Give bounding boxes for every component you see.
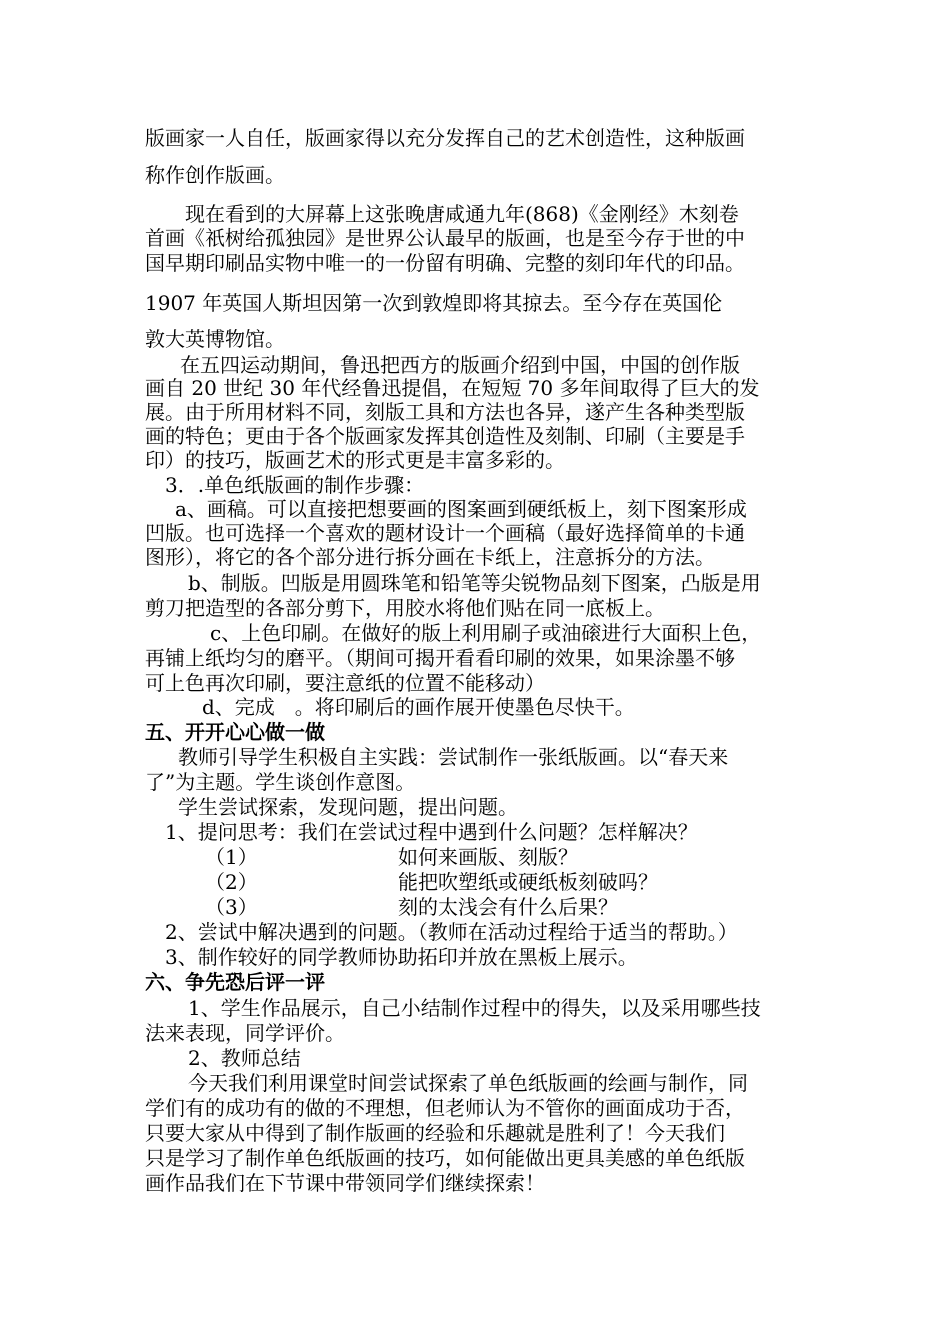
text-line: 只要大家从中得到了制作版画的经验和乐趣就是胜利了！今天我们 [145, 1121, 725, 1145]
text-line: 3、制作较好的同学教师协助拓印并放在黑板上展示。 [165, 945, 638, 969]
list-number: （3） [205, 895, 258, 919]
text-line: 1、学生作品展示，自己小结制作过程中的得失，以及采用哪些技 [188, 996, 761, 1020]
text-line: c、上色印刷。在做好的版上利用刷子或油磙进行大面积上色， [210, 621, 762, 645]
text-line: 学们有的成功有的做的不理想，但老师认为不管你的画面成功于否， [145, 1096, 745, 1120]
text-line: 在五四运动期间，鲁迅把西方的版画介绍到中国，中国的创作版 [180, 353, 740, 377]
text-line: d、完成 。将印刷后的画作展开使墨色尽快干。 [202, 695, 635, 719]
text-line: 凹版。也可选择一个喜欢的题材设计一个画稿（最好选择简单的卡通 [145, 521, 745, 545]
text-line: 剪刀把造型的各部分剪下，用胶水将他们贴在同一底板上。 [145, 596, 665, 620]
list-item: 能把吹塑纸或硬纸板刻破吗？ [398, 870, 658, 894]
section-heading: 五、开开心心做一做 [145, 720, 325, 744]
section-heading: 六、争先恐后评一评 [145, 970, 325, 994]
text-line: 2、教师总结 [188, 1046, 301, 1070]
text-line: 版画家一人自任，版画家得以充分发挥自己的艺术创造性，这种版画 [145, 126, 745, 150]
text-line: 画作品我们在下节课中带领同学们继续探索！ [145, 1171, 545, 1195]
list-number: （2） [205, 870, 258, 894]
section-heading: 3．.单色纸版画的制作步骤： [165, 473, 425, 497]
list-item: 如何来画版、刻版？ [398, 845, 578, 869]
text-line: 首画《祇树给孤独园》是世界公认最早的版画，也是至今存于世的中 [145, 226, 745, 250]
text-line: a、画稿。可以直接把想要画的图案画到硬纸板上，刻下图案形成 [175, 497, 747, 521]
text-line: 画自 20 世纪 30 年代经鲁迅提倡，在短短 70 多年间取得了巨大的发 [145, 376, 760, 400]
list-number: （1） [205, 845, 258, 869]
text-line: 敦大英博物馆。 [145, 327, 285, 351]
text-line: 学生尝试探索，发现问题，提出问题。 [178, 795, 518, 819]
text-line: 再铺上纸均匀的磨平。（期间可揭开看看印刷的效果，如果涂墨不够 [145, 646, 735, 670]
text-line: b、制版。凹版是用圆珠笔和铅笔等尖锐物品刻下图案，凸版是用 [188, 571, 761, 595]
text-line: 展。由于所用材料不同，刻版工具和方法也各异，遂产生各种类型版 [145, 400, 745, 424]
text-line: 1、提问思考：我们在尝试过程中遇到什么问题？怎样解决？ [165, 820, 698, 844]
text-line: 今天我们利用课堂时间尝试探索了单色纸版画的绘画与制作，同 [188, 1071, 748, 1095]
text-line: 只是学习了制作单色纸版画的技巧，如何能做出更具美感的单色纸版 [145, 1146, 745, 1170]
text-line: 可上色再次印刷，要注意纸的位置不能移动） [145, 671, 545, 695]
text-line: 画的特色；更由于各个版画家发挥其创造性及刻制、印刷（主要是手 [145, 424, 745, 448]
text-line: 图形），将它的各个部分进行拆分画在卡纸上，注意拆分的方法。 [145, 545, 715, 569]
text-line: 现在看到的大屏幕上这张晚唐咸通九年(868)《金刚经》木刻卷 [185, 202, 739, 226]
text-line: 印）的技巧，版画艺术的形式更是丰富多彩的。 [145, 448, 565, 472]
text-line: 了”为主题。学生谈创作意图。 [145, 770, 416, 794]
text-line: 称作创作版画。 [145, 163, 285, 187]
list-item: 刻的太浅会有什么后果？ [398, 895, 618, 919]
text-line: 教师引导学生积极自主实践：尝试制作一张纸版画。以“春天来 [178, 745, 729, 769]
text-line: 法来表现，同学评价。 [145, 1021, 345, 1045]
text-line: 2、尝试中解决遇到的问题。（教师在活动过程给于适当的帮助。） [165, 920, 738, 944]
text-line: 1907 年英国人斯坦因第一次到敦煌即将其掠去。至今存在英国伦 [145, 291, 723, 315]
text-line: 国早期印刷品实物中唯一的一份留有明确、完整的刻印年代的印品。 [145, 251, 745, 275]
